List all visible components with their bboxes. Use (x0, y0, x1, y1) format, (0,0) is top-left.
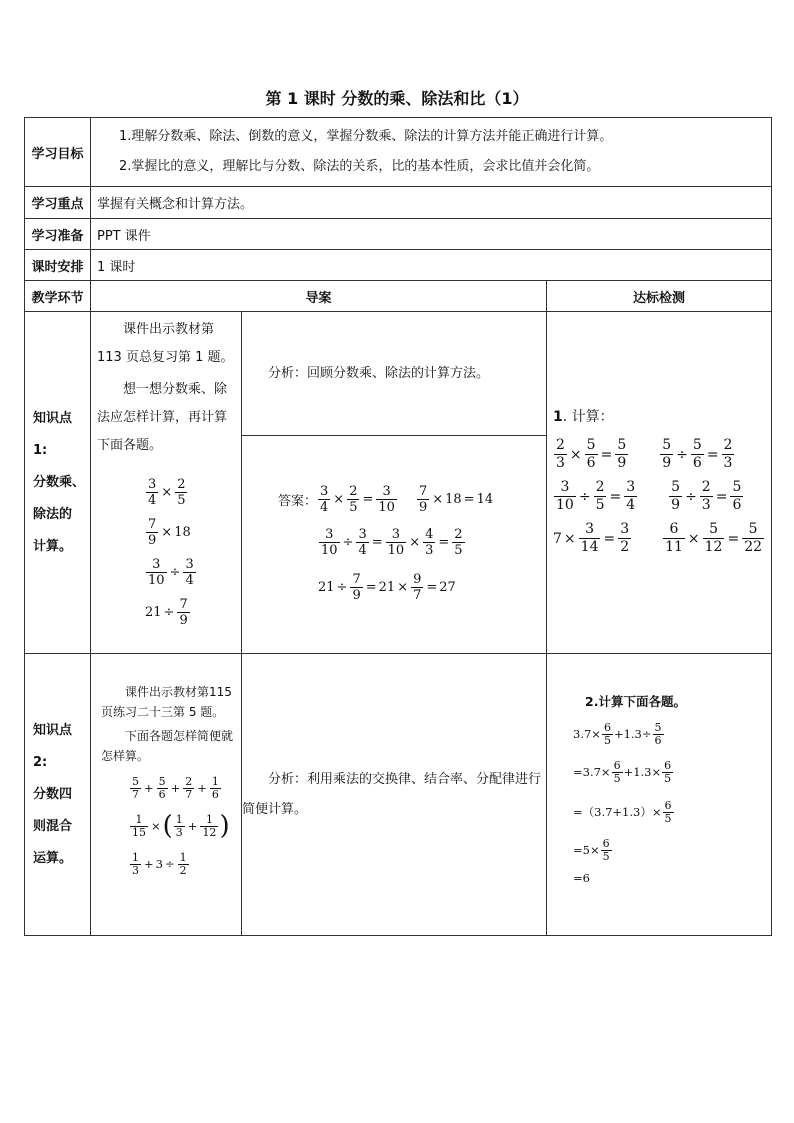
k1-intro-a: 课件出示教材第113 页总复习第 1 题。 (97, 322, 234, 365)
stage-header: 教学环节 (25, 281, 91, 312)
k2-exercise-1: 5 7 + $\frac{5}{6}$ + $\frac{2}{7}$ + $\frac{1}{6}$ (132, 774, 219, 801)
k1-check-row-3: 7 × $\frac{3}{14}$ = $\frac{3}{2}$ $\frac{6}{11}$ × $\frac{5}{12}$ = $\frac{5}{22}$ (553, 521, 763, 555)
guide-header: 导案 (91, 281, 547, 312)
hours-content: 1 课时 (91, 250, 772, 281)
k1-label: 知识点 1: 分数乘、 除法的 计算。 (25, 312, 91, 654)
k1-check (547, 312, 772, 654)
k2-step-4: =5× $\frac{6}{5}$ (573, 836, 610, 863)
focus-content: 掌握有关概念和计算方法。 (91, 187, 772, 219)
k2-intro-b: 下面各题怎样简便就怎样算。 (101, 729, 234, 763)
k2-step-5: =6 (573, 871, 590, 885)
k2-label: 知识点 2: 分数四 则混合 运算。 (25, 654, 91, 936)
k1-check-title: 1. 计算： (553, 408, 614, 425)
goal-item-1: 1.理解分数乘、除法、倒数的意义，掌握分数乘、除法的计算方法并能正确进行计算。 (119, 129, 613, 144)
k1-answer-row-3: 21 ÷ $\frac{7}{9}$ = 21 × $\frac{9}{7}$ = 27 (318, 572, 456, 603)
k2-exercises (91, 766, 241, 882)
goal-item-2: 2.掌握比的意义，理解比与分数、除法的关系，比的基本性质，会求比值并会化简。 (119, 159, 600, 174)
goal-label: 学习目标 (25, 118, 91, 187)
focus-label: 学习重点 (25, 187, 91, 219)
k2-check-title: 2.计算下面各题。 (585, 694, 686, 709)
k1-exercises (91, 460, 241, 632)
k2-intro-a: 课件出示教材第115 页练习二十三第 5 题。 (101, 685, 232, 719)
k2-check (547, 654, 772, 936)
k1-intro (91, 312, 242, 654)
k2-analysis: 分析：利用乘法的交换律、结合率、分配律进行简便计算。 (242, 654, 547, 936)
k1-exercise-4: 21 ÷ $\frac{7}{9}$ (145, 596, 188, 628)
goal-content (91, 118, 772, 187)
page-title: 第 1 课时 分数的乘、除法和比（1） (265, 89, 529, 108)
k2-step-2: =3.7× $\frac{6}{5}$ +1.3× $\frac{6}{5}$ (573, 758, 672, 785)
hours-label: 课时安排 (25, 250, 91, 281)
k1-intro-b: 想一想分数乘、除法应怎样计算，再计算下面各题。 (97, 382, 228, 453)
k2-exercise-2: $\frac{1}{15}$ × ( 1 3 + $\frac{1}{12}$ ) (132, 811, 230, 841)
k1-answer-row-2: $\frac{3}{10}$ ÷ $\frac{3}{4}$ = $\frac{3}{10}$ × $\frac{4}{3}$ = $\frac{2}{5}$ (321, 527, 463, 558)
prep-label: 学习准备 (25, 219, 91, 250)
k2-exercise-3: 1 3 + 3 ÷ $\frac{1}{2}$ (132, 850, 187, 877)
check-header: 达标检测 (547, 281, 772, 312)
k1-check-row-2: $\frac{3}{10}$ ÷ $\frac{2}{5}$ = $\frac{3}{4}$ $\frac{5}{9}$ ÷ $\frac{2}{3}$ = $\frac{5}{6}$ (556, 479, 742, 513)
k1-check-row-1: $\frac{2}{3}$ × $\frac{5}{6}$ = $\frac{5}{9}$ $\frac{5}{9}$ ÷ $\frac{5}{6}$ = $\frac{2}{3}$ (556, 437, 733, 471)
prep-content: PPT 课件 (91, 219, 772, 250)
k1-answers (242, 436, 547, 654)
k2-step-1: 3.7× $\frac{6}{5}$ +1.3÷ $\frac{5}{6}$ (573, 720, 662, 747)
k1-analysis: 分析：回顾分数乘、除法的计算方法。 (242, 312, 547, 436)
k2-intro (91, 654, 242, 936)
k1-answer-row-1: 答案： $\frac{3}{4}$ × $\frac{2}{5}$ = $\frac{3}{10}$ $\frac{7}{9}$ × 18 = 14 (278, 484, 494, 515)
k2-step-3: =（3.7+1.3）× $\frac{6}{5}$ (573, 798, 672, 825)
k1-exercise-2: $\frac{7}{9}$ × 18 (148, 516, 191, 548)
lesson-table (24, 117, 772, 936)
k1-exercise-3: $\frac{3}{10}$ ÷ $\frac{3}{4}$ (148, 556, 194, 588)
k1-exercise-1: $\frac{3}{4}$ × $\frac{2}{5}$ (148, 476, 186, 508)
